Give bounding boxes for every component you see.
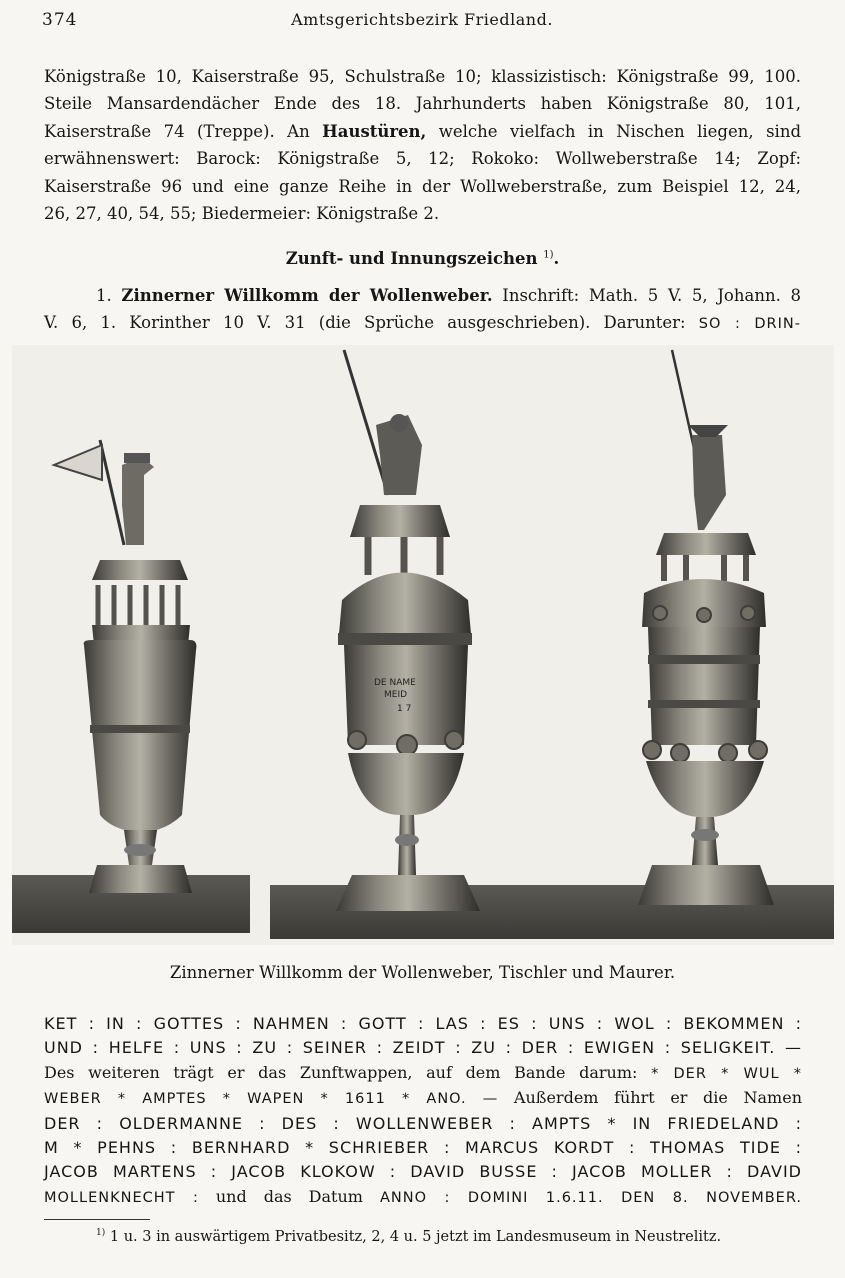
running-head: Amtsgerichtsbezirk Friedland. <box>291 10 553 29</box>
inscription-paragraph <box>44 1012 802 1210</box>
item-paragraph <box>44 282 801 339</box>
text-line: KET : IN : GOTTES : NAHMEN : GOTT : LAS : ES : UNS : WOL : BEKOMMEN : <box>44 1014 802 1033</box>
intro-an: An <box>287 121 310 141</box>
page-header <box>42 10 802 36</box>
intro-paragraph <box>44 63 801 227</box>
text-line: DER : OLDERMANNE : DES : WOLLENWEBER : AMPTS * IN FRIEDELAND : <box>44 1113 802 1133</box>
text-line: 26, 27, 40, 54, 55; Biedermeier: Königstraße 2. <box>44 204 440 224</box>
svg-text:MEID: MEID <box>384 690 408 700</box>
text-line: Kaiserstraße 96 und eine ganze Reihe in der Wollweberstraße, zum Beispiel 12, 24, <box>44 176 801 196</box>
text-line: 1. Zinnerner Willkomm der Wollenweber. Inschrift: Math. 5 V. 5, Johann. 8 <box>96 286 801 305</box>
footnote-text: 1 u. 3 in auswärtigem Privatbesitz, 2, 4 u. 5 jetzt im Landesmuseum in Neustrelitz. <box>109 1228 722 1245</box>
text-line: Steile Mansardendächer Ende des 18. Jahrhunderts haben Königstraße 80, 101, <box>44 94 801 114</box>
footnote <box>96 1228 802 1245</box>
footnote-divider <box>44 1219 150 1220</box>
item-title: Zinnerner Willkomm der Wollenweber. <box>121 286 493 305</box>
item-number: 1. <box>96 286 112 305</box>
text-line: JACOB MARTENS : JACOB KLOKOW : DAVID BUSSE : JACOB MOLLER : DAVID <box>44 1162 802 1182</box>
text-line: WEBER * AMPTES * WAPEN * 1611 * ANO. — Außerdem führt er die Namen <box>44 1088 803 1108</box>
section-heading: Zunft- und Innungszeichen $^{1)}$. <box>285 249 560 268</box>
text-line: MOLLENKNECHT : und das Datum ANNO : DOMINI 1.6.11. DEN 8. NOVEMBER. <box>44 1186 802 1206</box>
text-line: V. 6, 1. Korinther 10 V. 31 (die Sprüche ausgeschrieben). Darunter: SO : DRIN- <box>44 313 801 333</box>
text-line: erwähnenswert: Barock: Königstraße 5, 12; Rokoko: Wollweberstraße 14; Zopf: <box>44 149 801 169</box>
text-line: UND : HELFE : UNS : ZU : SEINER : ZEIDT : ZU : DER : EWIGEN : SELIGKEIT. — <box>44 1038 802 1058</box>
svg-text:1 7: 1 7 <box>397 704 412 714</box>
page-number: 374 <box>42 10 78 30</box>
footnote-mark: 1) <box>96 1228 106 1238</box>
pewter-cups-photograph <box>12 345 834 945</box>
text-line: Des weiteren trägt er das Zunftwappen, auf dem Bande darum: * DER * WUL * <box>44 1062 802 1082</box>
text-line: M * PEHNS : BERNHARD * SCHRIEBER : MARCUS KORDT : THOMAS TIDE : <box>44 1138 802 1158</box>
haustueren-term: Haustüren, <box>322 121 427 141</box>
text-line: Kaiserstraße 74 (Treppe). An Haustüren, welche vielfach in Nischen liegen, sind <box>44 121 802 141</box>
svg-text:DE NAME: DE NAME <box>374 678 416 688</box>
figure-caption: Zinnerner Willkomm der Wollenweber, Tischler und Maurer. <box>169 963 676 982</box>
footnote-reference: 1) <box>543 249 554 261</box>
text-line: Königstraße 10, Kaiserstraße 95, Schulstraße 10; klassizistisch: Königstraße 99, 100. <box>44 67 801 86</box>
